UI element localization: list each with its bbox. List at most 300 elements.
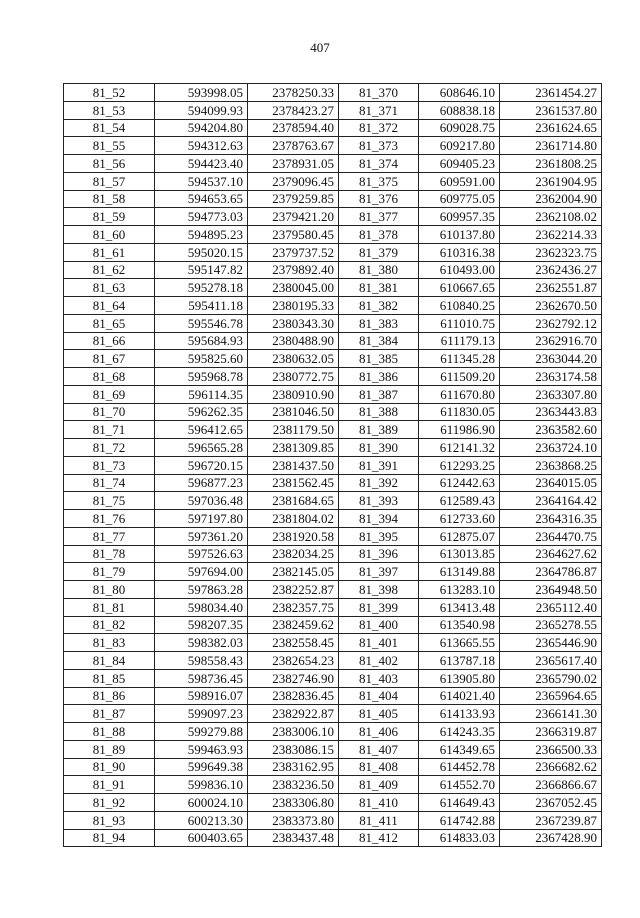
point-id-left-cell: 81_53 bbox=[64, 101, 155, 119]
x-coord-right-cell: 614133.93 bbox=[419, 705, 500, 723]
x-coord-right-cell: 609957.35 bbox=[419, 208, 500, 226]
x-coord-left-cell: 594204.80 bbox=[155, 119, 248, 137]
x-coord-right-cell: 614552.70 bbox=[419, 776, 500, 794]
point-id-left-cell: 81_88 bbox=[64, 723, 155, 741]
x-coord-left-cell: 599463.93 bbox=[155, 740, 248, 758]
y-coord-left-cell: 2382654.23 bbox=[248, 652, 339, 670]
x-coord-left-cell: 600024.10 bbox=[155, 794, 248, 812]
x-coord-left-cell: 597361.20 bbox=[155, 527, 248, 545]
x-coord-right-cell: 614649.43 bbox=[419, 794, 500, 812]
x-coord-right-cell: 613149.88 bbox=[419, 563, 500, 581]
x-coord-right-cell: 611509.20 bbox=[419, 368, 500, 386]
x-coord-right-cell: 610137.80 bbox=[419, 226, 500, 244]
x-coord-left-cell: 594312.63 bbox=[155, 137, 248, 155]
x-coord-left-cell: 594895.23 bbox=[155, 226, 248, 244]
point-id-left-cell: 81_69 bbox=[64, 385, 155, 403]
point-id-right-cell: 81_394 bbox=[339, 510, 419, 528]
y-coord-left-cell: 2378763.67 bbox=[248, 137, 339, 155]
x-coord-left-cell: 598207.35 bbox=[155, 616, 248, 634]
point-id-left-cell: 81_70 bbox=[64, 403, 155, 421]
point-id-right-cell: 81_373 bbox=[339, 137, 419, 155]
y-coord-left-cell: 2381920.58 bbox=[248, 527, 339, 545]
x-coord-left-cell: 593998.05 bbox=[155, 84, 248, 102]
x-coord-left-cell: 598034.40 bbox=[155, 598, 248, 616]
x-coord-left-cell: 598916.07 bbox=[155, 687, 248, 705]
table-row bbox=[64, 421, 602, 439]
table-row bbox=[64, 137, 602, 155]
point-id-left-cell: 81_79 bbox=[64, 563, 155, 581]
point-id-right-cell: 81_384 bbox=[339, 332, 419, 350]
point-id-left-cell: 81_86 bbox=[64, 687, 155, 705]
y-coord-left-cell: 2382746.90 bbox=[248, 669, 339, 687]
x-coord-right-cell: 612442.63 bbox=[419, 474, 500, 492]
x-coord-left-cell: 596877.23 bbox=[155, 474, 248, 492]
y-coord-right-cell: 2364786.87 bbox=[500, 563, 602, 581]
table-row bbox=[64, 119, 602, 137]
x-coord-left-cell: 595020.15 bbox=[155, 243, 248, 261]
point-id-right-cell: 81_379 bbox=[339, 243, 419, 261]
table-row bbox=[64, 332, 602, 350]
point-id-right-cell: 81_376 bbox=[339, 190, 419, 208]
y-coord-left-cell: 2379892.40 bbox=[248, 261, 339, 279]
y-coord-left-cell: 2378250.33 bbox=[248, 84, 339, 102]
x-coord-left-cell: 595968.78 bbox=[155, 368, 248, 386]
y-coord-right-cell: 2364470.75 bbox=[500, 527, 602, 545]
y-coord-left-cell: 2380343.30 bbox=[248, 314, 339, 332]
table-row bbox=[64, 581, 602, 599]
table-row bbox=[64, 190, 602, 208]
y-coord-right-cell: 2361454.27 bbox=[500, 84, 602, 102]
x-coord-right-cell: 609775.05 bbox=[419, 190, 500, 208]
x-coord-right-cell: 614452.78 bbox=[419, 758, 500, 776]
y-coord-left-cell: 2381804.02 bbox=[248, 510, 339, 528]
point-id-left-cell: 81_78 bbox=[64, 545, 155, 563]
y-coord-right-cell: 2362670.50 bbox=[500, 297, 602, 315]
point-id-right-cell: 81_409 bbox=[339, 776, 419, 794]
point-id-left-cell: 81_66 bbox=[64, 332, 155, 350]
point-id-right-cell: 81_387 bbox=[339, 385, 419, 403]
x-coord-right-cell: 611345.28 bbox=[419, 350, 500, 368]
point-id-right-cell: 81_370 bbox=[339, 84, 419, 102]
x-coord-left-cell: 598382.03 bbox=[155, 634, 248, 652]
table-row bbox=[64, 545, 602, 563]
point-id-right-cell: 81_378 bbox=[339, 226, 419, 244]
x-coord-left-cell: 595684.93 bbox=[155, 332, 248, 350]
y-coord-left-cell: 2381179.50 bbox=[248, 421, 339, 439]
x-coord-left-cell: 600403.65 bbox=[155, 829, 248, 847]
x-coord-left-cell: 596720.15 bbox=[155, 456, 248, 474]
x-coord-right-cell: 611179.13 bbox=[419, 332, 500, 350]
x-coord-right-cell: 610840.25 bbox=[419, 297, 500, 315]
y-coord-right-cell: 2362004.90 bbox=[500, 190, 602, 208]
y-coord-left-cell: 2380045.00 bbox=[248, 279, 339, 297]
table-row bbox=[64, 776, 602, 794]
x-coord-right-cell: 613413.48 bbox=[419, 598, 500, 616]
table-row bbox=[64, 403, 602, 421]
table-row bbox=[64, 705, 602, 723]
point-id-left-cell: 81_52 bbox=[64, 84, 155, 102]
y-coord-right-cell: 2361904.95 bbox=[500, 172, 602, 190]
point-id-left-cell: 81_93 bbox=[64, 811, 155, 829]
point-id-right-cell: 81_404 bbox=[339, 687, 419, 705]
point-id-right-cell: 81_410 bbox=[339, 794, 419, 812]
point-id-right-cell: 81_396 bbox=[339, 545, 419, 563]
y-coord-right-cell: 2367428.90 bbox=[500, 829, 602, 847]
y-coord-right-cell: 2362108.02 bbox=[500, 208, 602, 226]
point-id-right-cell: 81_393 bbox=[339, 492, 419, 510]
point-id-left-cell: 81_67 bbox=[64, 350, 155, 368]
y-coord-right-cell: 2363307.80 bbox=[500, 385, 602, 403]
table-row bbox=[64, 794, 602, 812]
x-coord-left-cell: 597036.48 bbox=[155, 492, 248, 510]
x-coord-left-cell: 596262.35 bbox=[155, 403, 248, 421]
x-coord-right-cell: 614349.65 bbox=[419, 740, 500, 758]
table-row bbox=[64, 208, 602, 226]
coordinates-table bbox=[63, 83, 602, 847]
x-coord-right-cell: 613787.18 bbox=[419, 652, 500, 670]
x-coord-left-cell: 595147.82 bbox=[155, 261, 248, 279]
x-coord-right-cell: 612293.25 bbox=[419, 456, 500, 474]
table-row bbox=[64, 510, 602, 528]
x-coord-right-cell: 612589.43 bbox=[419, 492, 500, 510]
point-id-right-cell: 81_400 bbox=[339, 616, 419, 634]
x-coord-right-cell: 609217.80 bbox=[419, 137, 500, 155]
y-coord-right-cell: 2366682.62 bbox=[500, 758, 602, 776]
y-coord-left-cell: 2383373.80 bbox=[248, 811, 339, 829]
point-id-right-cell: 81_407 bbox=[339, 740, 419, 758]
x-coord-left-cell: 597526.63 bbox=[155, 545, 248, 563]
page-number: 407 bbox=[310, 40, 330, 55]
table-row bbox=[64, 101, 602, 119]
x-coord-right-cell: 611830.05 bbox=[419, 403, 500, 421]
y-coord-right-cell: 2365617.40 bbox=[500, 652, 602, 670]
table-row bbox=[64, 634, 602, 652]
point-id-right-cell: 81_377 bbox=[339, 208, 419, 226]
y-coord-right-cell: 2364316.35 bbox=[500, 510, 602, 528]
x-coord-left-cell: 597694.00 bbox=[155, 563, 248, 581]
y-coord-left-cell: 2379421.20 bbox=[248, 208, 339, 226]
table-row bbox=[64, 723, 602, 741]
table-row bbox=[64, 297, 602, 315]
point-id-left-cell: 81_54 bbox=[64, 119, 155, 137]
y-coord-left-cell: 2382459.62 bbox=[248, 616, 339, 634]
x-coord-right-cell: 609028.75 bbox=[419, 119, 500, 137]
x-coord-right-cell: 612733.60 bbox=[419, 510, 500, 528]
point-id-right-cell: 81_381 bbox=[339, 279, 419, 297]
point-id-right-cell: 81_398 bbox=[339, 581, 419, 599]
point-id-left-cell: 81_89 bbox=[64, 740, 155, 758]
point-id-left-cell: 81_59 bbox=[64, 208, 155, 226]
table-row bbox=[64, 314, 602, 332]
point-id-left-cell: 81_71 bbox=[64, 421, 155, 439]
y-coord-right-cell: 2362792.12 bbox=[500, 314, 602, 332]
x-coord-left-cell: 599836.10 bbox=[155, 776, 248, 794]
x-coord-right-cell: 614021.40 bbox=[419, 687, 500, 705]
coordinates-table-body bbox=[64, 84, 602, 847]
y-coord-right-cell: 2366141.30 bbox=[500, 705, 602, 723]
y-coord-right-cell: 2363044.20 bbox=[500, 350, 602, 368]
point-id-left-cell: 81_92 bbox=[64, 794, 155, 812]
point-id-left-cell: 81_80 bbox=[64, 581, 155, 599]
point-id-left-cell: 81_83 bbox=[64, 634, 155, 652]
point-id-left-cell: 81_73 bbox=[64, 456, 155, 474]
table-row bbox=[64, 350, 602, 368]
y-coord-left-cell: 2382922.87 bbox=[248, 705, 339, 723]
point-id-right-cell: 81_386 bbox=[339, 368, 419, 386]
table-row bbox=[64, 598, 602, 616]
y-coord-right-cell: 2361714.80 bbox=[500, 137, 602, 155]
y-coord-right-cell: 2362214.33 bbox=[500, 226, 602, 244]
x-coord-right-cell: 611986.90 bbox=[419, 421, 500, 439]
point-id-right-cell: 81_405 bbox=[339, 705, 419, 723]
point-id-left-cell: 81_60 bbox=[64, 226, 155, 244]
y-coord-right-cell: 2363724.10 bbox=[500, 439, 602, 457]
x-coord-right-cell: 609591.00 bbox=[419, 172, 500, 190]
y-coord-right-cell: 2363443.83 bbox=[500, 403, 602, 421]
point-id-left-cell: 81_85 bbox=[64, 669, 155, 687]
point-id-right-cell: 81_391 bbox=[339, 456, 419, 474]
y-coord-left-cell: 2381046.50 bbox=[248, 403, 339, 421]
y-coord-left-cell: 2380910.90 bbox=[248, 385, 339, 403]
point-id-right-cell: 81_375 bbox=[339, 172, 419, 190]
y-coord-right-cell: 2365790.02 bbox=[500, 669, 602, 687]
x-coord-right-cell: 613013.85 bbox=[419, 545, 500, 563]
x-coord-right-cell: 613905.80 bbox=[419, 669, 500, 687]
point-id-right-cell: 81_411 bbox=[339, 811, 419, 829]
table-row bbox=[64, 687, 602, 705]
x-coord-right-cell: 614742.88 bbox=[419, 811, 500, 829]
x-coord-right-cell: 610316.38 bbox=[419, 243, 500, 261]
table-row bbox=[64, 652, 602, 670]
y-coord-left-cell: 2383006.10 bbox=[248, 723, 339, 741]
y-coord-left-cell: 2381684.65 bbox=[248, 492, 339, 510]
table-row bbox=[64, 261, 602, 279]
point-id-right-cell: 81_371 bbox=[339, 101, 419, 119]
table-row bbox=[64, 172, 602, 190]
y-coord-right-cell: 2362323.75 bbox=[500, 243, 602, 261]
x-coord-left-cell: 594099.93 bbox=[155, 101, 248, 119]
x-coord-right-cell: 613540.98 bbox=[419, 616, 500, 634]
x-coord-right-cell: 608838.18 bbox=[419, 101, 500, 119]
table-row bbox=[64, 811, 602, 829]
y-coord-right-cell: 2366319.87 bbox=[500, 723, 602, 741]
x-coord-left-cell: 598558.43 bbox=[155, 652, 248, 670]
y-coord-right-cell: 2361624.65 bbox=[500, 119, 602, 137]
y-coord-right-cell: 2365112.40 bbox=[500, 598, 602, 616]
table-row bbox=[64, 829, 602, 847]
point-id-right-cell: 81_389 bbox=[339, 421, 419, 439]
point-id-right-cell: 81_402 bbox=[339, 652, 419, 670]
point-id-left-cell: 81_81 bbox=[64, 598, 155, 616]
y-coord-left-cell: 2382357.75 bbox=[248, 598, 339, 616]
y-coord-right-cell: 2364015.05 bbox=[500, 474, 602, 492]
x-coord-left-cell: 598736.45 bbox=[155, 669, 248, 687]
x-coord-right-cell: 611010.75 bbox=[419, 314, 500, 332]
y-coord-right-cell: 2363174.58 bbox=[500, 368, 602, 386]
point-id-right-cell: 81_383 bbox=[339, 314, 419, 332]
y-coord-right-cell: 2365278.55 bbox=[500, 616, 602, 634]
point-id-right-cell: 81_408 bbox=[339, 758, 419, 776]
y-coord-left-cell: 2380195.33 bbox=[248, 297, 339, 315]
table-row bbox=[64, 456, 602, 474]
point-id-left-cell: 81_68 bbox=[64, 368, 155, 386]
y-coord-left-cell: 2378594.40 bbox=[248, 119, 339, 137]
point-id-right-cell: 81_382 bbox=[339, 297, 419, 315]
y-coord-left-cell: 2382252.87 bbox=[248, 581, 339, 599]
point-id-left-cell: 81_90 bbox=[64, 758, 155, 776]
table-row bbox=[64, 492, 602, 510]
point-id-left-cell: 81_64 bbox=[64, 297, 155, 315]
y-coord-right-cell: 2362916.70 bbox=[500, 332, 602, 350]
y-coord-right-cell: 2365964.65 bbox=[500, 687, 602, 705]
point-id-left-cell: 81_91 bbox=[64, 776, 155, 794]
point-id-left-cell: 81_75 bbox=[64, 492, 155, 510]
table-row bbox=[64, 758, 602, 776]
x-coord-left-cell: 597863.28 bbox=[155, 581, 248, 599]
point-id-left-cell: 81_84 bbox=[64, 652, 155, 670]
point-id-right-cell: 81_397 bbox=[339, 563, 419, 581]
point-id-right-cell: 81_395 bbox=[339, 527, 419, 545]
x-coord-left-cell: 600213.30 bbox=[155, 811, 248, 829]
point-id-left-cell: 81_61 bbox=[64, 243, 155, 261]
x-coord-left-cell: 599279.88 bbox=[155, 723, 248, 741]
x-coord-right-cell: 610493.00 bbox=[419, 261, 500, 279]
y-coord-left-cell: 2382836.45 bbox=[248, 687, 339, 705]
y-coord-right-cell: 2366866.67 bbox=[500, 776, 602, 794]
y-coord-right-cell: 2361537.80 bbox=[500, 101, 602, 119]
point-id-left-cell: 81_77 bbox=[64, 527, 155, 545]
y-coord-left-cell: 2381562.45 bbox=[248, 474, 339, 492]
y-coord-left-cell: 2383306.80 bbox=[248, 794, 339, 812]
y-coord-left-cell: 2383162.95 bbox=[248, 758, 339, 776]
table-row bbox=[64, 527, 602, 545]
point-id-right-cell: 81_380 bbox=[339, 261, 419, 279]
table-row bbox=[64, 84, 602, 102]
x-coord-left-cell: 599097.23 bbox=[155, 705, 248, 723]
y-coord-left-cell: 2380632.05 bbox=[248, 350, 339, 368]
table-row bbox=[64, 740, 602, 758]
table-row bbox=[64, 669, 602, 687]
y-coord-left-cell: 2378423.27 bbox=[248, 101, 339, 119]
x-coord-right-cell: 614833.03 bbox=[419, 829, 500, 847]
table-row bbox=[64, 368, 602, 386]
y-coord-right-cell: 2362436.27 bbox=[500, 261, 602, 279]
y-coord-left-cell: 2381309.85 bbox=[248, 439, 339, 457]
point-id-right-cell: 81_392 bbox=[339, 474, 419, 492]
x-coord-left-cell: 594653.65 bbox=[155, 190, 248, 208]
x-coord-right-cell: 612875.07 bbox=[419, 527, 500, 545]
table-row bbox=[64, 243, 602, 261]
y-coord-left-cell: 2382558.45 bbox=[248, 634, 339, 652]
point-id-right-cell: 81_399 bbox=[339, 598, 419, 616]
x-coord-right-cell: 614243.35 bbox=[419, 723, 500, 741]
x-coord-left-cell: 599649.38 bbox=[155, 758, 248, 776]
x-coord-right-cell: 611670.80 bbox=[419, 385, 500, 403]
table-row bbox=[64, 563, 602, 581]
y-coord-right-cell: 2364164.42 bbox=[500, 492, 602, 510]
table-row bbox=[64, 226, 602, 244]
point-id-left-cell: 81_55 bbox=[64, 137, 155, 155]
y-coord-right-cell: 2361808.25 bbox=[500, 155, 602, 173]
x-coord-left-cell: 596114.35 bbox=[155, 385, 248, 403]
y-coord-right-cell: 2363582.60 bbox=[500, 421, 602, 439]
point-id-left-cell: 81_56 bbox=[64, 155, 155, 173]
x-coord-right-cell: 608646.10 bbox=[419, 84, 500, 102]
point-id-left-cell: 81_63 bbox=[64, 279, 155, 297]
x-coord-left-cell: 596565.28 bbox=[155, 439, 248, 457]
table-row bbox=[64, 439, 602, 457]
point-id-left-cell: 81_58 bbox=[64, 190, 155, 208]
point-id-right-cell: 81_390 bbox=[339, 439, 419, 457]
point-id-right-cell: 81_401 bbox=[339, 634, 419, 652]
y-coord-right-cell: 2364627.62 bbox=[500, 545, 602, 563]
table-row bbox=[64, 474, 602, 492]
x-coord-left-cell: 595278.18 bbox=[155, 279, 248, 297]
x-coord-left-cell: 595411.18 bbox=[155, 297, 248, 315]
point-id-right-cell: 81_406 bbox=[339, 723, 419, 741]
y-coord-left-cell: 2380772.75 bbox=[248, 368, 339, 386]
table-row bbox=[64, 155, 602, 173]
y-coord-left-cell: 2381437.50 bbox=[248, 456, 339, 474]
point-id-right-cell: 81_385 bbox=[339, 350, 419, 368]
table-row bbox=[64, 279, 602, 297]
y-coord-left-cell: 2379259.85 bbox=[248, 190, 339, 208]
x-coord-left-cell: 594773.03 bbox=[155, 208, 248, 226]
y-coord-right-cell: 2367239.87 bbox=[500, 811, 602, 829]
y-coord-left-cell: 2379096.45 bbox=[248, 172, 339, 190]
y-coord-left-cell: 2382145.05 bbox=[248, 563, 339, 581]
y-coord-left-cell: 2383236.50 bbox=[248, 776, 339, 794]
y-coord-left-cell: 2379580.45 bbox=[248, 226, 339, 244]
point-id-left-cell: 81_74 bbox=[64, 474, 155, 492]
x-coord-right-cell: 613665.55 bbox=[419, 634, 500, 652]
y-coord-left-cell: 2382034.25 bbox=[248, 545, 339, 563]
x-coord-right-cell: 613283.10 bbox=[419, 581, 500, 599]
x-coord-right-cell: 609405.23 bbox=[419, 155, 500, 173]
y-coord-left-cell: 2378931.05 bbox=[248, 155, 339, 173]
y-coord-right-cell: 2362551.87 bbox=[500, 279, 602, 297]
point-id-right-cell: 81_388 bbox=[339, 403, 419, 421]
point-id-left-cell: 81_76 bbox=[64, 510, 155, 528]
point-id-left-cell: 81_57 bbox=[64, 172, 155, 190]
x-coord-left-cell: 594537.10 bbox=[155, 172, 248, 190]
x-coord-left-cell: 595825.60 bbox=[155, 350, 248, 368]
point-id-right-cell: 81_403 bbox=[339, 669, 419, 687]
point-id-right-cell: 81_412 bbox=[339, 829, 419, 847]
y-coord-left-cell: 2383437.48 bbox=[248, 829, 339, 847]
x-coord-left-cell: 595546.78 bbox=[155, 314, 248, 332]
y-coord-left-cell: 2380488.90 bbox=[248, 332, 339, 350]
x-coord-right-cell: 612141.32 bbox=[419, 439, 500, 457]
y-coord-right-cell: 2367052.45 bbox=[500, 794, 602, 812]
table-row bbox=[64, 616, 602, 634]
x-coord-left-cell: 594423.40 bbox=[155, 155, 248, 173]
point-id-right-cell: 81_372 bbox=[339, 119, 419, 137]
y-coord-right-cell: 2363868.25 bbox=[500, 456, 602, 474]
point-id-left-cell: 81_82 bbox=[64, 616, 155, 634]
point-id-right-cell: 81_374 bbox=[339, 155, 419, 173]
x-coord-left-cell: 596412.65 bbox=[155, 421, 248, 439]
y-coord-left-cell: 2383086.15 bbox=[248, 740, 339, 758]
x-coord-right-cell: 610667.65 bbox=[419, 279, 500, 297]
y-coord-right-cell: 2364948.50 bbox=[500, 581, 602, 599]
table-row bbox=[64, 385, 602, 403]
point-id-left-cell: 81_65 bbox=[64, 314, 155, 332]
y-coord-right-cell: 2366500.33 bbox=[500, 740, 602, 758]
point-id-left-cell: 81_94 bbox=[64, 829, 155, 847]
x-coord-left-cell: 597197.80 bbox=[155, 510, 248, 528]
y-coord-left-cell: 2379737.52 bbox=[248, 243, 339, 261]
